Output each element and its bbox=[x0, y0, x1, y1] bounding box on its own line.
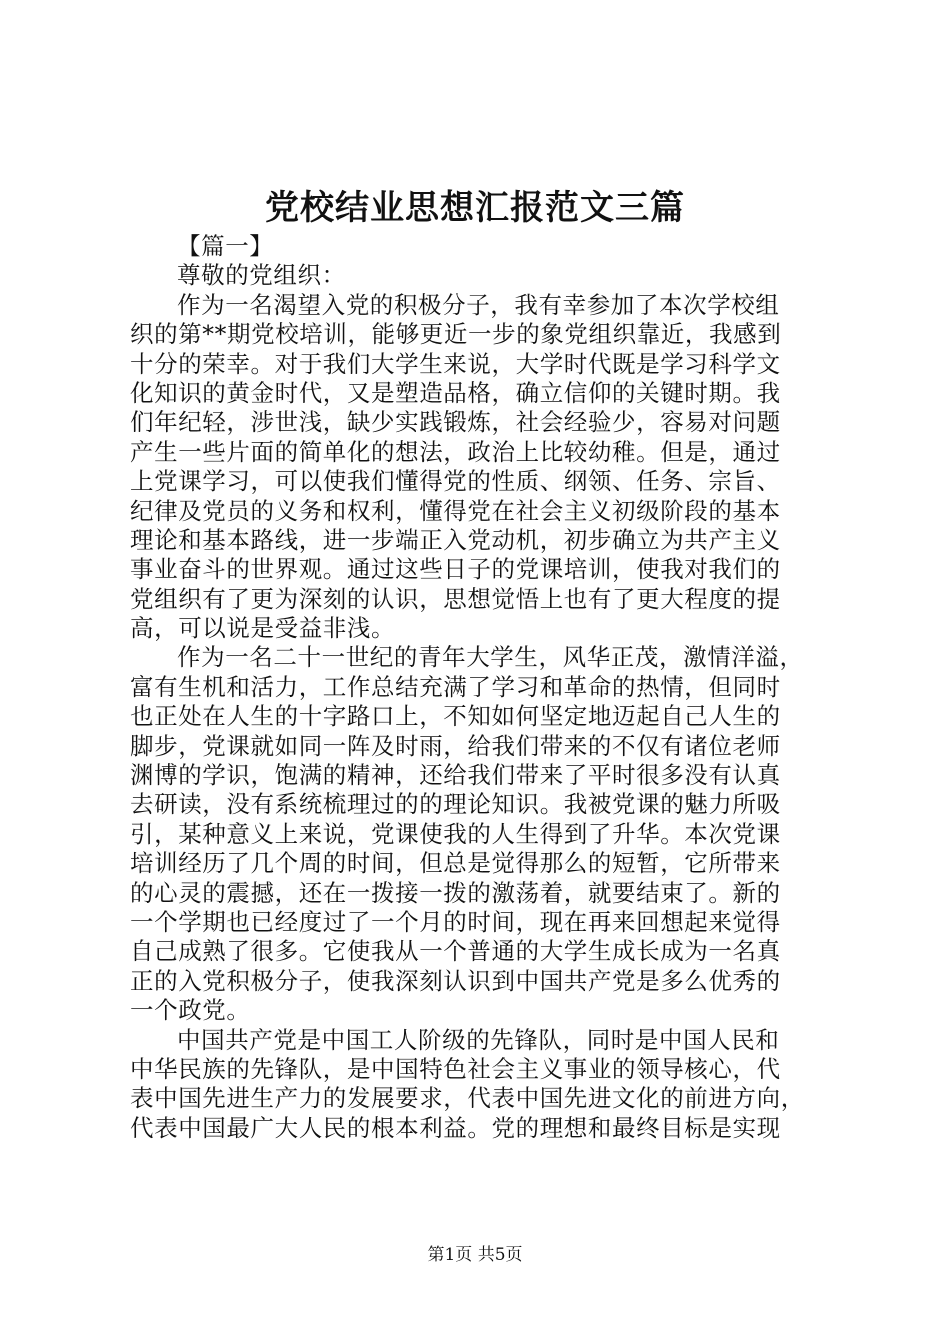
text-line: 脚步，党课就如同一阵及时雨，给我们带来的不仅有诸位老师 bbox=[130, 731, 781, 760]
text-line: 代表中国最广大人民的根本利益。党的理想和最终目标是实现 bbox=[130, 1113, 781, 1142]
text-line: 培训经历了几个周的时间，但总是觉得那么的短暂，它所带来 bbox=[130, 849, 781, 878]
text-line: 也正处在人生的十字路口上，不知如何坚定地迈起自己人生的 bbox=[130, 702, 781, 731]
text-line: 自己成熟了很多。它使我从一个普通的大学生成长成为一名真 bbox=[130, 937, 781, 966]
text-line: 富有生机和活力，工作总结充满了学习和革命的热情，但同时 bbox=[130, 672, 781, 701]
document-title: 党校结业思想汇报范文三篇 bbox=[265, 188, 685, 228]
text-line: 理论和基本路线，进一步端正入党动机，初步确立为共产主义 bbox=[130, 525, 781, 554]
text-line: 的心灵的震撼，还在一拨接一拨的激荡着，就要结束了。新的 bbox=[130, 878, 781, 907]
page-footer: 第1页 共5页 bbox=[427, 1245, 523, 1265]
document-body bbox=[130, 232, 840, 1143]
text-line: 一个政党。 bbox=[130, 996, 251, 1025]
text-line: 去研读，没有系统梳理过的的理论知识。我被党课的魅力所吸 bbox=[130, 790, 781, 819]
text-line: 一个学期也已经度过了一个月的时间，现在再来回想起来觉得 bbox=[130, 907, 781, 936]
text-line: 纪律及党员的义务和权利，懂得党在社会主义初级阶段的基本 bbox=[130, 496, 781, 525]
text-line: 十分的荣幸。对于我们大学生来说，大学时代既是学习科学文 bbox=[130, 349, 781, 378]
text-line: 引，某种意义上来说，党课使我的人生得到了升华。本次党课 bbox=[130, 819, 781, 848]
text-line: 中国共产党是中国工人阶级的先锋队，同时是中国人民和 bbox=[177, 1025, 780, 1054]
text-line: 高，可以说是受益非浅。 bbox=[130, 614, 396, 643]
text-line: 产生一些片面的简单化的想法，政治上比较幼稚。但是，通过 bbox=[130, 437, 781, 466]
text-line: 上党课学习，可以使我们懂得党的性质、纲领、任务、宗旨、 bbox=[130, 467, 781, 496]
text-line: 们年纪轻，涉世浅，缺少实践锻炼，社会经验少，容易对问题 bbox=[130, 408, 781, 437]
text-line: 表中国先进生产力的发展要求，代表中国先进文化的前进方向， bbox=[130, 1084, 805, 1113]
text-line: 正的入党积极分子，使我深刻认识到中国共产党是多么优秀的 bbox=[130, 966, 781, 995]
text-line: 作为一名二十一世纪的青年大学生，风华正茂，激情洋溢， bbox=[177, 643, 804, 672]
text-line: 化知识的黄金时代，又是塑造品格，确立信仰的关键时期。我 bbox=[130, 378, 781, 407]
text-line: 党组织有了更为深刻的认识，思想觉悟上也有了更大程度的提 bbox=[130, 584, 781, 613]
text-line: 【篇一】 bbox=[177, 232, 274, 260]
text-line: 渊博的学识，饱满的精神，还给我们带来了平时很多没有认真 bbox=[130, 761, 781, 790]
text-line: 尊敬的党组织： bbox=[177, 261, 346, 290]
text-line: 中华民族的先锋队，是中国特色社会主义事业的领导核心，代 bbox=[130, 1054, 781, 1083]
text-line: 作为一名渴望入党的积极分子，我有幸参加了本次学校组 bbox=[177, 290, 780, 319]
text-line: 织的第**期党校培训，能够更近一步的象党组织靠近，我感到 bbox=[130, 320, 782, 349]
text-line: 事业奋斗的世界观。通过这些日子的党课培训，使我对我们的 bbox=[130, 555, 781, 584]
